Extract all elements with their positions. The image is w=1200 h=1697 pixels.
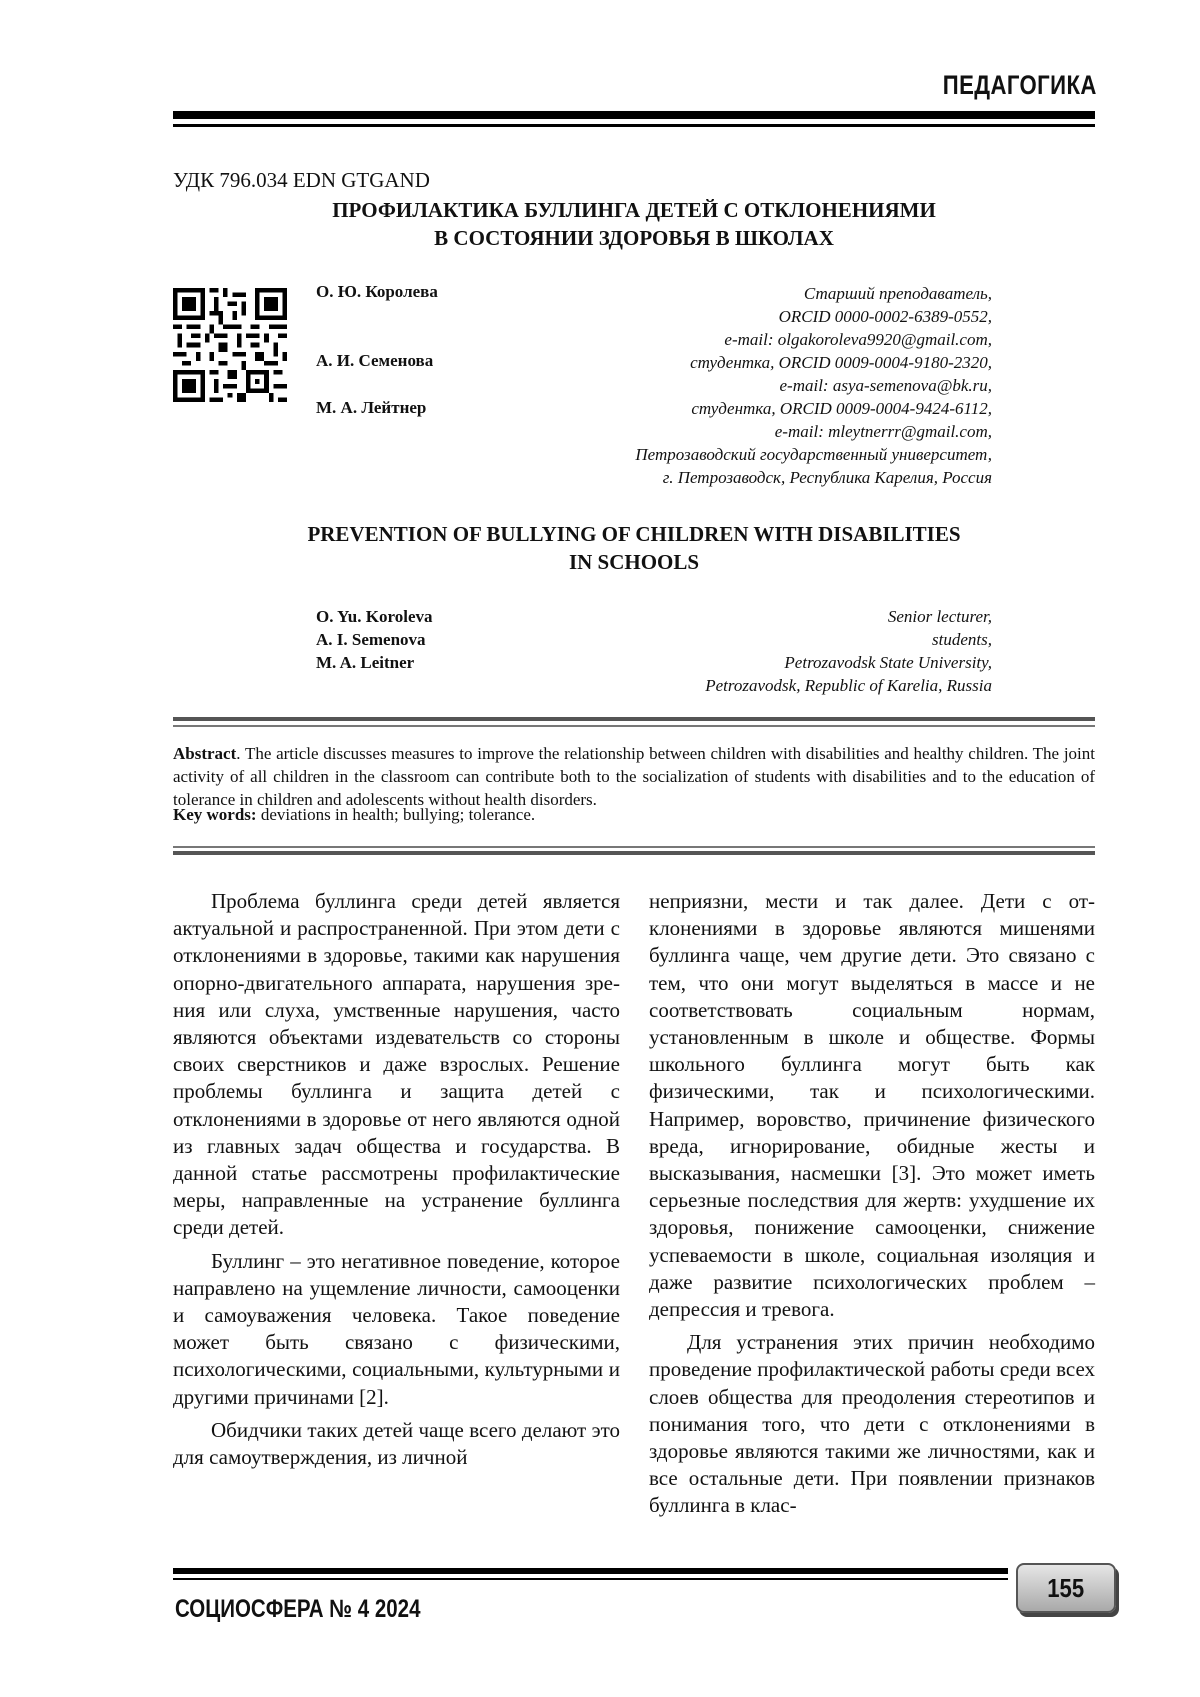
- author-en: A. I. Semenova: [316, 630, 426, 649]
- page-number: 155: [1047, 1573, 1085, 1603]
- abstract-text: . The article discusses measures to improve the relationship between children with disabilities and healthy children. The joint activity of all children in the classroom can contribute both to the socialization of students with disabilities and to the education of tolerance in children and adolescents without health disorders.: [173, 744, 1095, 809]
- abstract-label: Abstract: [173, 744, 237, 763]
- affiliation-ru-line: студентка, ORCID 0009-0004-9180-2320,: [690, 353, 992, 372]
- affiliation-en: [705, 605, 992, 697]
- affiliation-ru-line: студентка, ORCID 0009-0004-9424-6112,: [691, 399, 992, 418]
- header-rule-thin: [173, 124, 1095, 127]
- affiliation-en-line: students,: [932, 630, 992, 649]
- qr-code-icon: [173, 288, 287, 402]
- affiliation-ru-line: e-mail: olgakoroleva9920@gmail.com,: [724, 330, 992, 349]
- abstract-rule-top-thin: [173, 725, 1095, 727]
- title-en-line-1: PREVENTION OF BULLYING OF CHILDREN WITH DISABILITIES: [307, 522, 961, 546]
- body-paragraph: Буллинг – это негативное поведение, которое направлено на ущемление личности, самооценки и самоуважения человека. Такое поведение может быть связано с физическими, психологическими, социальными, культурными и другими причинами [2].: [173, 1248, 620, 1409]
- title-ru-line-2: В СОСТОЯНИИ ЗДОРОВЬЯ В ШКОЛАХ: [434, 226, 834, 250]
- abstract-rule-top: [173, 717, 1095, 721]
- affiliation-ru-line: Старший преподаватель,: [803, 284, 992, 303]
- section-title: ПЕДАГОГИКА: [943, 70, 1097, 100]
- page-number-badge: [1016, 1563, 1116, 1613]
- affiliation-ru: [635, 282, 992, 489]
- body-paragraph: Проблема буллинга среди детей является актуальной и распространенной. При этом дети с отклонениями в здоровье, такими как нарушения опорно-двигательного аппарата, нарушения зрения или слуха, умственные нарушения, часто являются объектами издевательств со стороны своих сверстников и даже взрослых. Решение проблемы буллинга и защита детей с отклонениями в здоровье от него являются одной из главных задач общества и государства. В данной статье рассмотрены профилактические меры, направленные на устранение буллинга среди детей.: [173, 889, 620, 1240]
- author-ru-3: М. А. Лейтнер: [316, 398, 427, 417]
- header-rule: [173, 111, 1095, 119]
- article-title-en: [173, 520, 1095, 576]
- author-ru-1: О. Ю. Королева: [316, 282, 438, 301]
- affiliation-en-line: Petrozavodsk, Republic of Karelia, Russia: [705, 676, 992, 695]
- body-paragraph-continuation: неприязни, мести и так далее. Дети с отклонениями в здоровье являются мишенями буллинга чаще, чем другие дети. Это связано с тем, что они могут выделяться в массе и не соответствовать социальным нормам, установленным в школе и обществе. Формы школьного буллинга могут быть как физическими, так и психологическими. Например, воровство, причинение физического вреда, игнорирование, обидные жесты и высказывания, насмешки [3]. Это может иметь серьезные последствия для жертв: ухудшение их здоровья, понижение самооценки, снижение успеваемости в школе, социальная изоляция и даже развитие психологических проблем – депрессия и тревога.: [649, 889, 1095, 1322]
- body-column-left: [173, 888, 620, 1477]
- affiliation-ru-line: Петрозаводский государственный университет,: [635, 445, 992, 464]
- affiliation-ru-line: e-mail: asya-semenova@bk.ru,: [779, 376, 992, 395]
- keywords-text: deviations in health; bullying; tolerance.: [256, 805, 536, 824]
- footer-rule: [173, 1568, 1008, 1574]
- body-paragraph: Для устранения этих причин необходимо проведение профилактической работы среди всех слоев общества для преодоления стереотипов и понимания того, что дети с отклонениями в здоровье являются такими же личностями, как и все остальные дети. При появлении признаков буллинга в клас-: [649, 1330, 1095, 1518]
- title-ru-line-1: ПРОФИЛАКТИКА БУЛЛИНГА ДЕТЕЙ С ОТКЛОНЕНИЯМИ: [332, 198, 936, 222]
- title-en-line-2: IN SCHOOLS: [568, 550, 700, 574]
- affiliation-ru-line: ORCID 0000-0002-6389-0552,: [778, 307, 992, 326]
- udk-code: УДК 796.034 EDN GTGAND: [173, 168, 430, 192]
- article-title-ru: [173, 196, 1095, 252]
- body-column-right: [649, 888, 1095, 1526]
- affiliation-en-line: Petrozavodsk State University,: [784, 653, 992, 672]
- journal-name: СОЦИОСФЕРА № 4 2024: [175, 1595, 421, 1623]
- abstract-rule-bottom: [173, 851, 1095, 855]
- body-paragraph: Обидчики таких детей чаще всего делают это для самоутверждения, из личной: [173, 1417, 620, 1470]
- keywords: [173, 803, 1095, 826]
- abstract: [173, 742, 1095, 811]
- author-en: M. A. Leitner: [316, 653, 415, 672]
- footer-rule-thin: [173, 1578, 1008, 1580]
- affiliation-en-line: Senior lecturer,: [887, 607, 992, 626]
- keywords-label: Key words:: [173, 805, 257, 824]
- author-ru-2: А. И. Семенова: [316, 351, 434, 370]
- abstract-rule-bottom-thin: [173, 846, 1095, 848]
- affiliation-ru-line: e-mail: mleytnerrr@gmail.com,: [774, 422, 992, 441]
- authors-en: [316, 605, 433, 674]
- author-en: O. Yu. Koroleva: [316, 607, 433, 626]
- affiliation-ru-line: г. Петрозаводск, Республика Карелия, Россия: [662, 468, 992, 487]
